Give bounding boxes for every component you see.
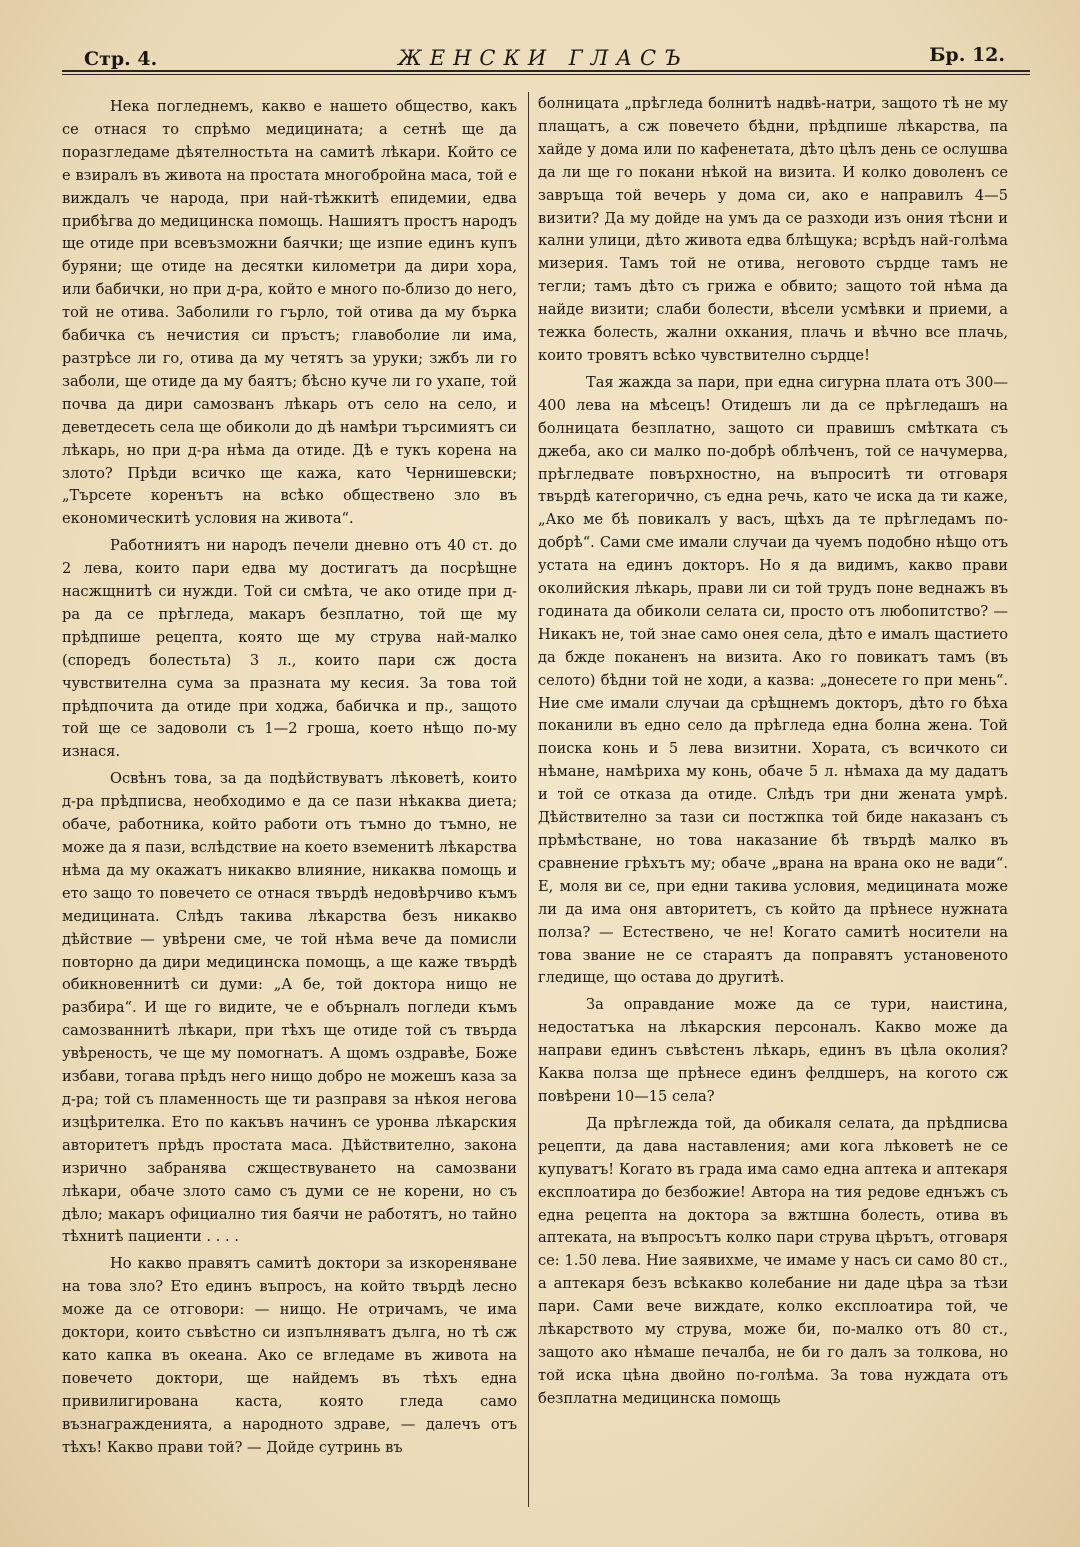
page-number: Стр. 4. [84,48,158,70]
paragraph: Нека погледнемъ, какво е нашето общество, какъ се отнася то спрѣмо медицината; а сетнѣ ще да поразгледаме дѣятелностьта на самитѣ лѣкари. Който се е взиралъ въ живота на простата многобройна маса, той е виждалъ че народа, при най-тѣжкитѣ епидемии, едва прибѣгва до медицинска помощь. Нашиятъ простъ народъ ще отиде при всевъзможни баячки; ще изпие единъ купъ буряни; ще отиде на десятки километри да дири хора, или бабички, но при д-ра, който е много по-близо до него, той не отива. Заболили го гърло, той отива да му бърка бабичка съ нечистия си пръстъ; главоболие ли има, разтрѣсе ли го, отива да му четятъ за уруки; зжбъ ли го заболи, ще отиде да му баятъ; бѣсно куче ли го ухапе, той почва да дири самозванъ лѣкарь отъ село на село, и деветдесеть села ще обиколи до дѣ намѣри търсимиятъ си лѣкарь, но при д-ра нѣма да отиде. Дѣ е тукъ корена на злото? Прѣди всичко ще кажа, като Чернишевски; „Търсете коренътъ на всѣко обществено зло въ економическитѣ условия на живота“. [62,98,517,528]
paragraph: болницата „прѣгледа болнитѣ надвѣ-натри, защото тѣ не му плащатъ, а сж повечето бѣдни, прѣдпише лѣкарства, па хайде у дома или по кафенетата, дѣто цѣлъ день се ослушва да ли ще го покани нѣкой на визита. И колко доволенъ се завръща той вечерь у дома си, ако е направилъ 4—5 визити? Да му дойде на умъ да се разходи изъ ония тѣсни и кални улици, дѣто живота едва блѣщука; всрѣдъ най-голѣма мизерия. Тамъ той не отива, неговото сърдце тамъ не тегли; тамъ дѣто съ грижа е обвито; защото той нѣма да найде визити; слаби болести, вѣсели усмѣвки и приеми, а тежка болесть, жални охкания, плачь и вѣчно все плачь, които тровятъ всѣко чувствително сърдце! [538,95,1008,364]
left-column [62,96,517,1459]
paragraph: Тая жажда за пари, при една сигурна плата отъ 300—400 лева на мѣсецъ! Отидешъ ли да се прѣгледашъ на болницата безплатно, защото си правишъ смѣтката съ джеба, ако си малко по-добрѣ облѣченъ, той се начумерва, прѣгледвате повърхностно, на въпроситѣ ти отговаря твърдѣ категорично, съ една речь, като че иска да ти каже, „Ако ме бѣ повикалъ у васъ, щѣхъ да те прѣгледамъ по-добрѣ“. Сами сме имали случаи да чуемъ подобно нѣщо отъ устата на единъ докторъ. Но я да видимъ, какво прави околийския лѣкарь, прави ли си той трудъ поне веднажъ въ годината да обиколи селата си, просто отъ любопитство? — Никакъ не, той знае само онея села, дѣто е ималъ щастието да бжде поканенъ на визита. Ако го повикатъ тамъ (въ селото) бѣдни той не ходи, а казва: „донесете го при мень“. Ние сме имали случаи да срѣщнемъ докторъ, дѣто го бѣха поканили въ едно село да прѣгледа една болна жена. Той поиска конь и 5 лева визитни. Хората, съ всичкото си нѣмане, намѣриха му конь, обаче 5 л. нѣмаха да му дадатъ и той се отказа да отиде. Слѣдъ три дни жената умрѣ. Дѣйствително за тази си постжпка той биде наказанъ съ прѣмѣстване, но това наказание бѣ твърдѣ малко въ сравнение грѣхътъ му; обаче „врана на врана око не вади“. Е, моля ви се, при едни такива условия, медицината може ли да има оня авторитетъ, съ който да прѣнесе нужната полза? — Естествено, че не! Когато самитѣ носители на това звание не се стараятъ да поправятъ установеното гледище, що остава до другитѣ. [538,373,1008,987]
column-divider [528,92,529,1507]
header-rule-thin [62,74,1030,75]
paragraph: За оправдание може да се тури, наистина, недостатъка на лѣкарския персоналъ. Какво може да направи единъ съвѣстенъ лѣкарь, единъ въ цѣла околия? Каква полза ще прѣнесе единъ фелдшеръ, на когото сж повѣрени 10—15 села? [538,996,1008,1105]
issue-number: Бр. 12. [929,44,1005,66]
paragraph: Но какво правятъ самитѣ доктори за изкореняване на това зло? Ето единъ въпросъ, на който твърдѣ лесно може да се отговори: — нищо. Не отричамъ, че има доктори, които съвѣстно си изпълняватъ дълга, но тѣ сж като капка въ океана. Ако се вгледаме въ живота на повечето доктори, ще найдемъ въ тѣхъ една привилигирована каста, която гледа само възнагражденията, а народното здраве, — далечъ отъ тѣхъ! Какво прави той? — Дойде сутринь въ [62,1255,517,1456]
newspaper-title: ЖЕНСКИ ГЛАСЪ [398,46,689,70]
paragraph: Работниятъ ни народъ печели дневно отъ 40 ст. до 2 лева, които пари едва му достигатъ да посрѣщне насжщнитѣ си нужди. Той си смѣта, че ако отиде при д-ра да се прѣгледа, макаръ безплатно, той ще му прѣдпише рецепта, която ще му струва най-малко (споредъ болестьта) 3 л., които пари сж доста чувствителна сума за празната му кесия. За това той прѣдпочита да отиде при ходжа, бабичка и пр., защото той ще се задоволи съ 1—2 гроша, което нѣщо по-му изнася. [62,537,517,761]
right-column [538,93,1008,1411]
header-rule-thick [62,70,1030,72]
paragraph: Освѣнъ това, за да подѣйствуватъ лѣковетѣ, които д-ра прѣдписва, необходимо е да се пази нѣкаква диета; обаче, работника, който работи отъ тъмно до тъмно, не може да я пази, вслѣдствие на което вземенитѣ лѣкарства нѣма да му окажатъ никакво влияние, никаква помощь и ето защо то повечето се отнася твърдѣ недовѣрчиво къмъ медицината. Слѣдъ такива лѣкарства безъ никакво дѣйствие — увѣрени сме, че той нѣма вече да помисли повторно да дири медицинска помощь, а ще каже твърдѣ обикновеннитѣ си думи: „А бе, той доктора нищо не разбира“. И ще го видите, че е обърналъ погледи къмъ самозваннитѣ лѣкари, при тѣхъ ще отиде той съ твърда увѣреность, че ще му помогнатъ. А щомъ оздравѣе, Боже избави, тогава прѣдъ него нищо добро не можешъ каза за д-ра; той съ пламенность ще ти разправя за нѣкоя негова изцѣрителка. Ето по какъвъ начинъ се уронва лѣкарския авторитетъ прѣдъ простата маса. Дѣйствително, закона изрично забранява сжществуването на самозвани лѣкари, обаче злото само съ думи се не корени, но съ дѣло; макаръ официално тия баячи не работятъ, но тайно тѣхнитѣ пациенти . . . . [62,770,517,1246]
paragraph: Да прѣглежда той, да обикаля селата, да прѣдписва рецепти, да дава наставления; ами кога лѣковетѣ не се купуватъ! Когато въ града има само една аптека и аптекаря експлоатира до безбожие! Автора на тия редове еднъжъ съ една рецепта на доктора за вжтшна болесть, отива въ аптеката, на въпросътъ колко пари струва цѣрътъ, отговаря се: 1.50 лева. Ние заявихме, че имаме у насъ си само 80 ст., а аптекаря безъ всѣкакво колебание ни даде цѣра за тѣзи пари. Сами вече виждате, колко експлоатира той, че лѣкарството му струва, може би, по-малко отъ 80 ст., защото ако нѣмаше печалба, не би го далъ за толкова, но той иска цѣна двойно по-голѣма. За това нуждата отъ безплатна медицинска помощь [538,1114,1008,1407]
